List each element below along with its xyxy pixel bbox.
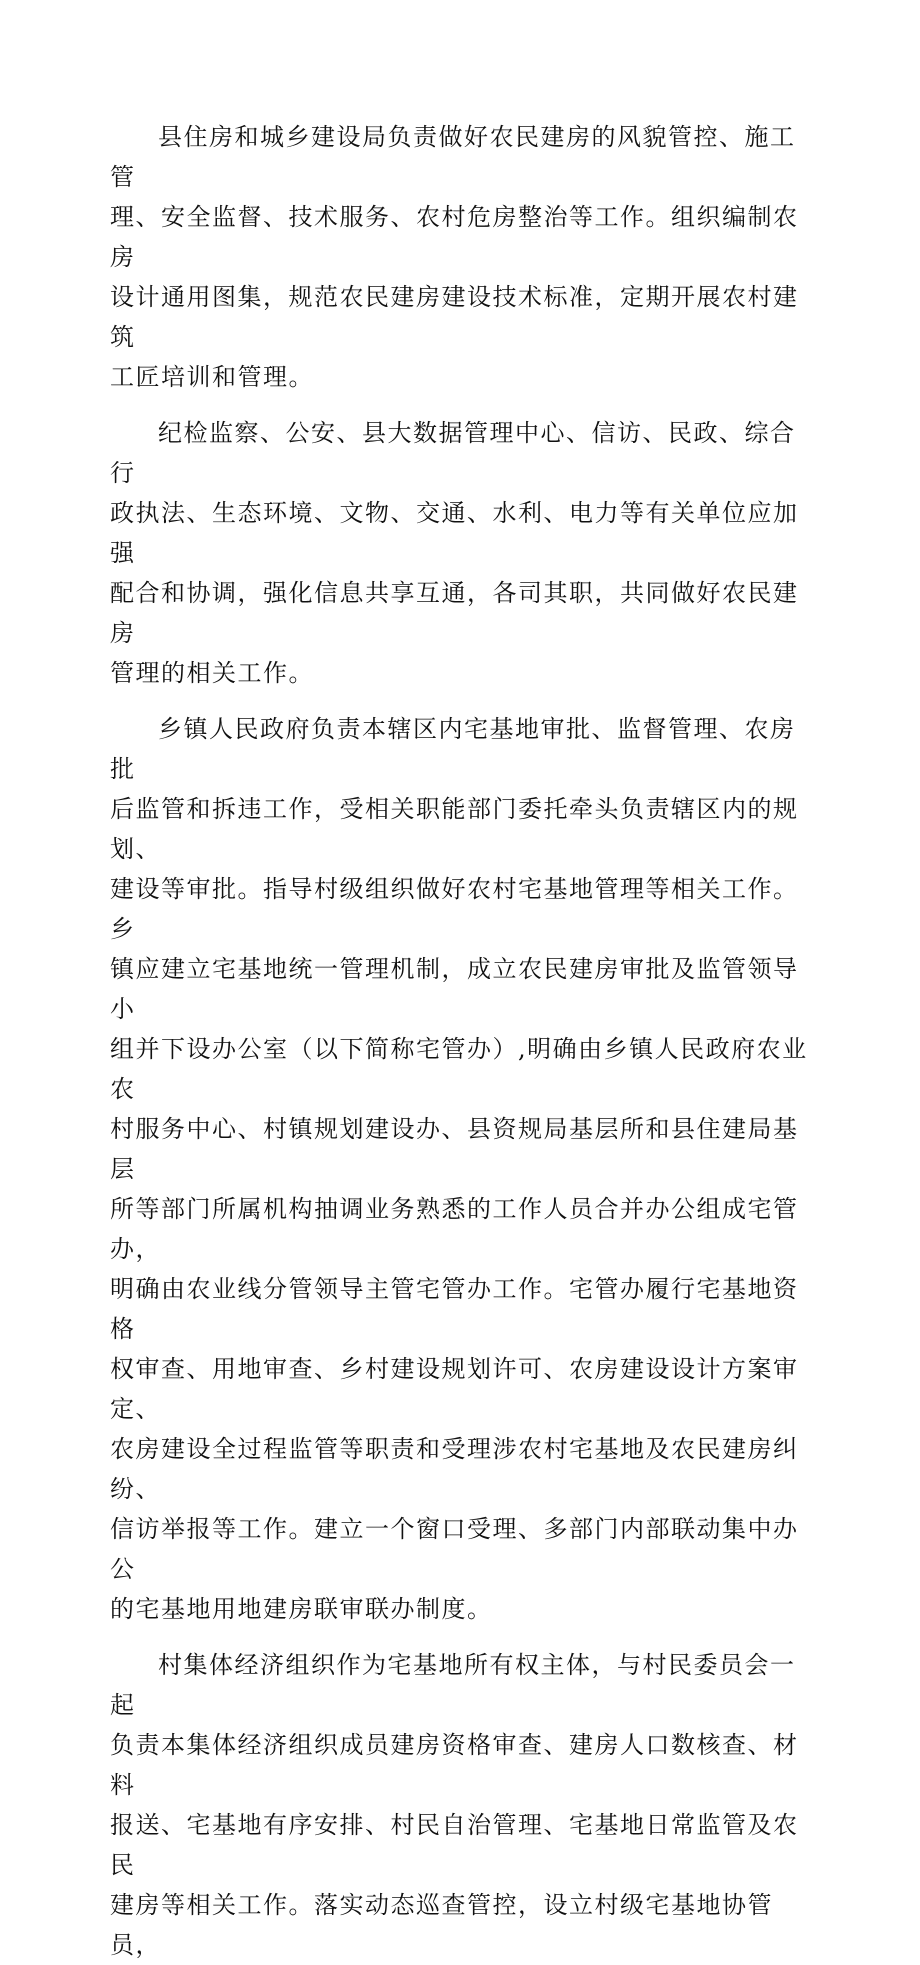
paragraph-coordinating-units: 纪检监察、公安、县大数据管理中心、信访、民政、综合行 政执法、生态环境、文物、交通、水利、电力等有关单位应加强 配合和协调，强化信息共享互通，各司其职，共同做好农民建房 管理的相关工作。 bbox=[110, 419, 799, 687]
paragraph-housing-bureau: 县住房和城乡建设局负责做好农民建房的风貌管控、施工管 理、安全监督、技术服务、农村危房整治等工作。组织编制农房 设计通用图集，规范农民建房建设技术标准，定期开展农村建筑 工匠培训和管理。 bbox=[110, 123, 799, 391]
paragraph-township-government: 乡镇人民政府负责本辖区内宅基地审批、监督管理、农房批 后监管和拆违工作，受相关职能部门委托牵头负责辖区内的规划、 建设等审批。指导村级组织做好农村宅基地管理等相关工作。乡 镇应建立宅基地统一管理机制，成立农民建房审批及监管领导小 组并下设办公室（以下简称宅管办）,明确由乡镇人民政府农业农 村服务中心、村镇规划建设办、县资规局基层所和县住建局基层 所等部门所属机构抽调业务熟悉的工作人员合并办公组成宅管办， 明确由农业线分管领导主管宅管办工作。宅管办履行宅基地资格 权审查、用地审查、乡村建设规划许可、农房建设设计方案审定、 农房建设全过程监管等职责和受理涉农村宅基地及农民建房纠纷、 信访举报等工作。建立一个窗口受理、多部门内部联动集中办公 的宅基地用地建房联审联办制度。 bbox=[110, 715, 808, 1623]
document-body bbox=[110, 117, 818, 1965]
paragraph-village-collective: 村集体经济组织作为宅基地所有权主体，与村民委员会一起 负责本集体经济组织成员建房资格审查、建房人口数核查、材料 报送、宅基地有序安排、村民自治管理、宅基地日常监管及农民 建房等相关工作。落实动态巡查管控，设立村级宅基地协管员， bbox=[110, 1651, 799, 1959]
